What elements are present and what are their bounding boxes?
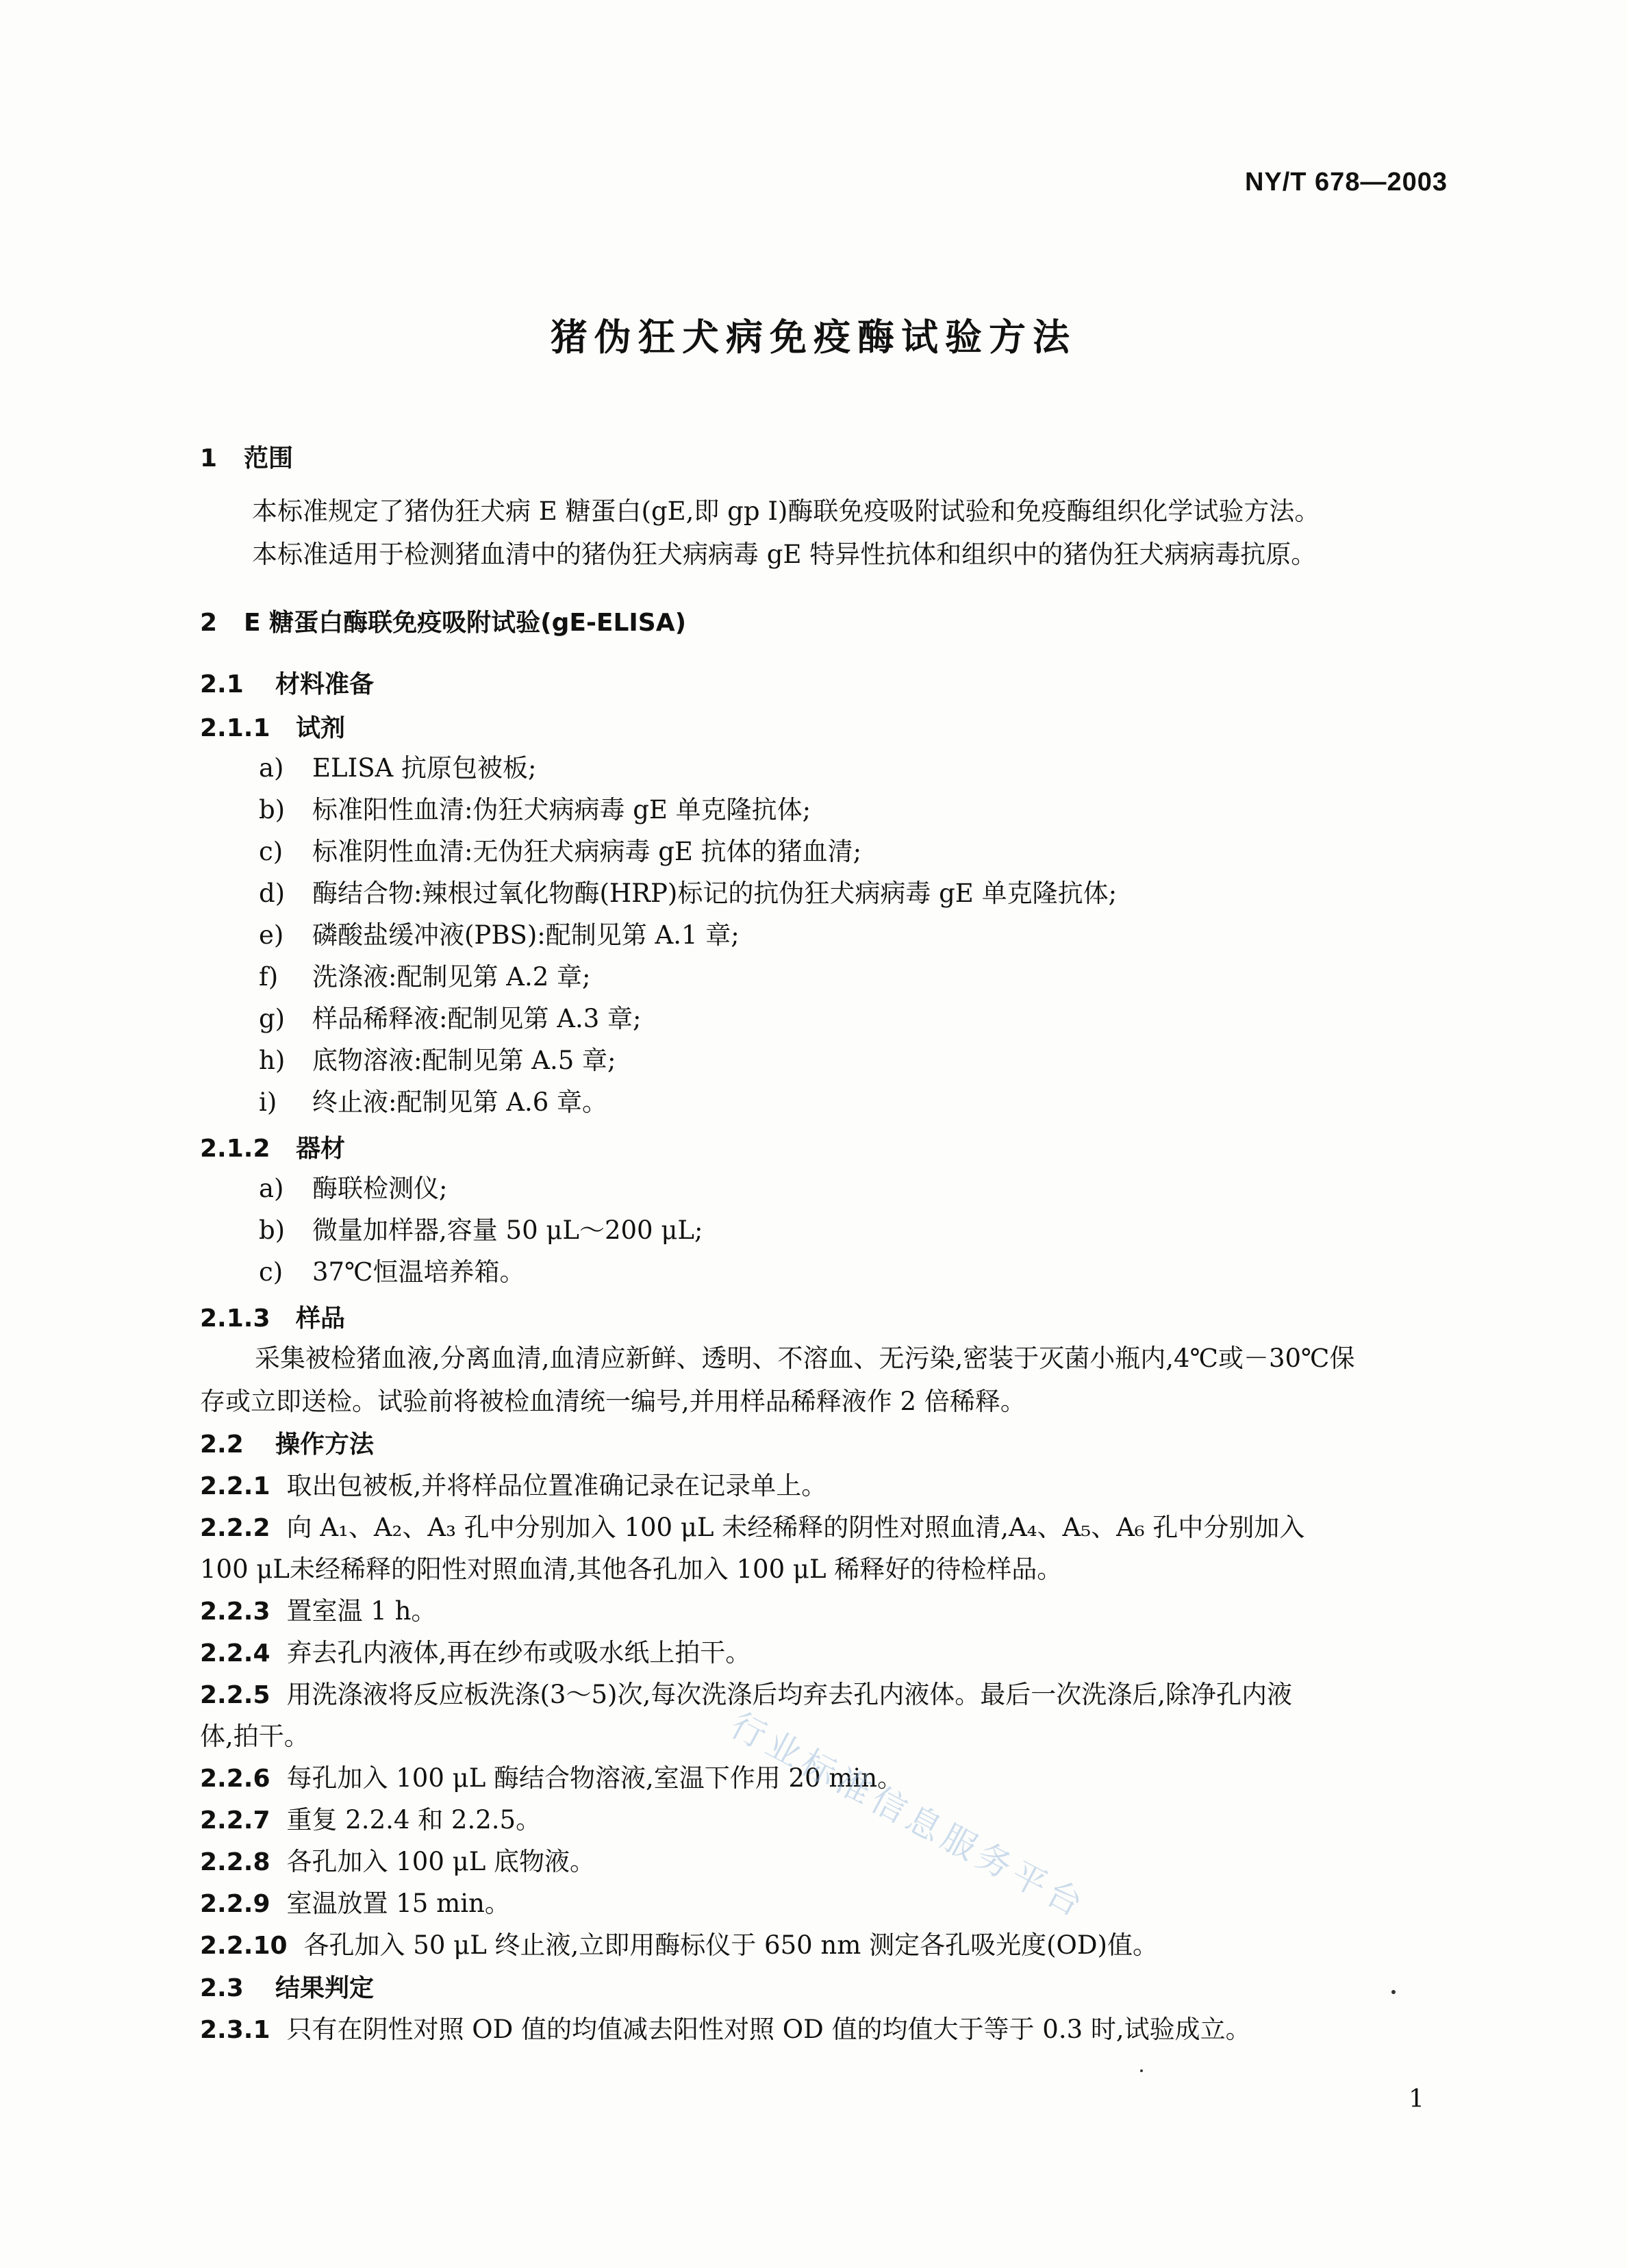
step-text: 弃去孔内液体,再在纱布或吸水纸上拍干。 (286, 1638, 751, 1667)
section-title: 器材 (296, 1135, 346, 1163)
reagent-item (259, 753, 537, 783)
equipment-item (259, 1257, 525, 1287)
standard-code: NY/T 678—2003 (1244, 168, 1448, 197)
section-2-heading (200, 608, 686, 638)
step-number: 2.2.6 (200, 1765, 270, 1793)
section-title: 材料准备 (275, 670, 375, 698)
item-text: 微量加样器,容量 50 μL～200 μL; (312, 1215, 703, 1245)
item-marker: i) (259, 1087, 277, 1117)
item-marker: b) (259, 1215, 286, 1245)
item-marker: d) (259, 879, 286, 908)
item-text: 终止液:配制见第 A.6 章。 (312, 1087, 608, 1117)
section-number: 1 (200, 444, 218, 473)
section-number: 2.3 (200, 1974, 244, 2002)
procedure-step-continuation: 100 μL未经稀释的阳性对照血清,其他各孔加入 100 μL 稀释好的待检样品。 (200, 1554, 1063, 1584)
step-number: 2.2.1 (200, 1472, 270, 1500)
procedure-step (200, 1805, 541, 1835)
procedure-step (200, 1847, 595, 1877)
watermark: 行业标准信息服务平台 (724, 1704, 1094, 1927)
item-text: 样品稀释液:配制见第 A.3 章; (312, 1004, 642, 1033)
section-title: 操作方法 (275, 1431, 375, 1459)
section-title: 结果判定 (275, 1974, 375, 2002)
section-number: 2.2 (200, 1431, 244, 1459)
item-marker: f) (259, 962, 279, 992)
sample-paragraph-line-1: 采集被检猪血液,分离血清,血清应新鲜、透明、不溶血、无污染,密装于灭菌小瓶内,4℃或－30℃保 (255, 1344, 1355, 1373)
step-number: 2.2.8 (200, 1848, 270, 1876)
document-title: 猪伪狂犬病免疫酶试验方法 (551, 316, 1076, 359)
step-number: 2.2.3 (200, 1598, 270, 1626)
equipment-item (259, 1174, 447, 1204)
step-number: 2.2.9 (200, 1890, 270, 1918)
section-title: 样品 (296, 1305, 346, 1333)
scope-paragraph-1: 本标准规定了猪伪狂犬病 E 糖蛋白(gE,即 gp Ⅰ)酶联免疫吸附试验和免疫酶组织化学试验方法。 (252, 496, 1320, 526)
reagent-item (259, 1087, 607, 1118)
item-text: 磷酸盐缓冲液(PBS):配制见第 A.1 章; (312, 920, 740, 950)
step-text: 每孔加入 100 μL 酶结合物溶液,室温下作用 20 min。 (286, 1763, 903, 1793)
item-text: ELISA 抗原包被板; (312, 753, 537, 783)
step-number: 2.2.7 (200, 1806, 270, 1835)
section-number: 2.1.1 (200, 714, 270, 742)
result-step (200, 2015, 1251, 2045)
step-number: 2.2.10 (200, 1932, 288, 1960)
item-text: 底物溶液:配制见第 A.5 章; (312, 1046, 616, 1075)
reagent-item (259, 920, 740, 950)
section-2-1-heading (200, 670, 374, 699)
section-title: E 糖蛋白酶联免疫吸附试验(gE-ELISA) (244, 609, 687, 637)
item-text: 洗涤液:配制见第 A.2 章; (312, 962, 591, 992)
section-2-1-2-heading (200, 1134, 345, 1163)
step-text: 各孔加入 50 μL 终止液,立即用酶标仪于 650 nm 测定各孔吸光度(OD)值。 (303, 1930, 1158, 1960)
step-text: 只有在阴性对照 OD 值的均值减去阳性对照 OD 值的均值大于等于 0.3 时,试验成立。 (286, 2015, 1251, 2044)
procedure-step (200, 1471, 827, 1501)
step-number: 2.2.2 (200, 1514, 270, 1542)
item-marker: a) (259, 1174, 284, 1203)
step-text: 用洗涤液将反应板洗涤(3～5)次,每次洗涤后均弃去孔内液体。最后一次洗涤后,除净孔内液 (286, 1680, 1292, 1709)
equipment-item (259, 1215, 703, 1246)
reagent-item (259, 837, 861, 867)
item-marker: c) (259, 837, 283, 866)
procedure-step (200, 1638, 751, 1668)
item-marker: b) (259, 795, 286, 824)
sample-paragraph-line-2: 存或立即送检。试验前将被检血清统一编号,并用样品稀释液作 2 倍稀释。 (200, 1387, 1026, 1416)
procedure-step (200, 1930, 1158, 1961)
step-text: 各孔加入 100 μL 底物液。 (286, 1847, 596, 1876)
procedure-step (200, 1513, 1304, 1543)
step-text: 取出包被板,并将样品位置准确记录在记录单上。 (286, 1471, 827, 1500)
scope-paragraph-2: 本标准适用于检测猪血清中的猪伪狂犬病病毒 gE 特异性抗体和组织中的猪伪狂犬病病毒抗原。 (252, 540, 1317, 569)
section-2-1-1-heading (200, 714, 345, 743)
reagent-item (259, 879, 1117, 909)
step-text: 置室温 1 h。 (286, 1596, 437, 1626)
procedure-step (200, 1889, 510, 1919)
section-title: 试剂 (296, 714, 346, 742)
procedure-step (200, 1596, 436, 1626)
item-marker: a) (259, 753, 284, 783)
item-text: 标准阳性血清:伪狂犬病病毒 gE 单克隆抗体; (312, 795, 811, 824)
section-1-heading (200, 444, 293, 473)
page-number: 1 (1409, 2085, 1424, 2113)
reagent-item (259, 1004, 641, 1034)
item-marker: g) (259, 1004, 286, 1033)
section-number: 2.1 (200, 670, 244, 698)
section-2-1-3-heading (200, 1304, 345, 1333)
section-number: 2.1.2 (200, 1135, 270, 1163)
item-text: 37℃恒温培养箱。 (312, 1257, 525, 1287)
section-2-3-heading (200, 1974, 374, 2003)
section-number: 2.1.3 (200, 1305, 270, 1333)
item-marker: c) (259, 1257, 283, 1287)
section-2-2-heading (200, 1430, 374, 1459)
item-marker: h) (259, 1046, 286, 1075)
item-text: 酶联检测仪; (312, 1174, 448, 1203)
item-marker: e) (259, 920, 284, 950)
reagent-item (259, 1046, 616, 1076)
step-number: 2.2.5 (200, 1681, 270, 1709)
section-number: 2 (200, 609, 218, 637)
reagent-item (259, 962, 590, 992)
step-number: 2.2.4 (200, 1639, 270, 1667)
step-text: 向 A₁、A₂、A₃ 孔中分别加入 100 μL 未经稀释的阴性对照血清,A₄、A₅、A₆ 孔中分别加入 (286, 1513, 1305, 1542)
speck-mark (1140, 2069, 1143, 2072)
procedure-step-continuation: 体,拍干。 (200, 1722, 310, 1751)
item-text: 酶结合物:辣根过氧化物酶(HRP)标记的抗伪狂犬病病毒 gE 单克隆抗体; (312, 879, 1118, 908)
section-title: 范围 (244, 444, 294, 473)
step-text: 室温放置 15 min。 (286, 1889, 510, 1918)
speck-mark (1391, 1990, 1396, 1994)
item-text: 标准阴性血清:无伪狂犬病病毒 gE 抗体的猪血清; (312, 837, 862, 866)
step-number: 2.3.1 (200, 2016, 270, 2044)
step-text: 重复 2.2.4 和 2.2.5。 (286, 1805, 542, 1835)
reagent-item (259, 795, 811, 825)
